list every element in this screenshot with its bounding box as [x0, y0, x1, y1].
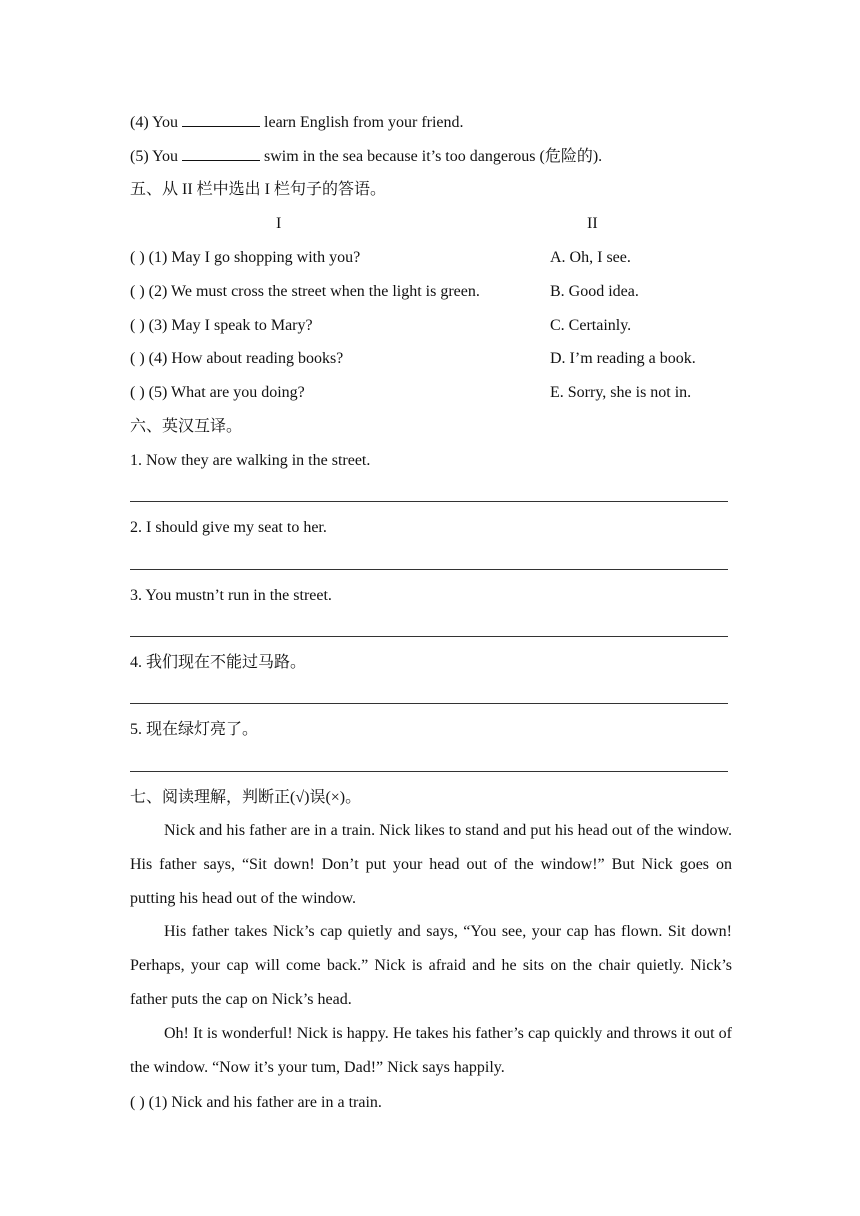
match-answer: E. Sorry, she is not in.: [550, 384, 692, 401]
fill-blank[interactable]: [182, 146, 260, 161]
answer-line[interactable]: [130, 569, 728, 570]
question-4-suffix: learn English from your friend.: [264, 114, 464, 131]
question-5-prefix: (5) You: [130, 148, 179, 165]
match-question: ( ) (4) How about reading books?: [130, 350, 344, 367]
section-5-heading: 五、从 II 栏中选出 I 栏句子的答语。: [130, 181, 386, 198]
fill-blank[interactable]: [182, 112, 260, 127]
match-answer: B. Good idea.: [550, 283, 639, 300]
translation-item: 2. I should give my seat to her.: [130, 519, 327, 536]
match-question: ( ) (1) May I go shopping with you?: [130, 249, 361, 266]
match-question: ( ) (2) We must cross the street when the light is green.: [130, 283, 480, 300]
reading-paragraph: His father takes Nick’s cap quietly and says, “You see, your cap has flown. Sit down! Perhaps, your cap will come back.” Nick is afraid and he sits on the chair quietly. Nick’s father puts the cap on Nick’s head.: [130, 923, 732, 1008]
judge-question: ( ) (1) Nick and his father are in a train.: [130, 1094, 382, 1111]
section-6-heading: 六、英汉互译。: [130, 418, 243, 435]
translation-item: 3. You mustn’t run in the street.: [130, 587, 332, 604]
section-7-heading: 七、阅读理解，判断正(√)误(×)。: [130, 789, 362, 806]
reading-paragraph: Oh! It is wonderful! Nick is happy. He takes his father’s cap quickly and throws it out of the window. “Now it’s your tum, Dad!” Nick says happily.: [130, 1025, 732, 1076]
match-answer: A. Oh, I see.: [550, 249, 631, 266]
match-answer: C. Certainly.: [550, 317, 632, 334]
answer-line[interactable]: [130, 703, 728, 704]
match-answer: D. I’m reading a book.: [550, 350, 696, 367]
match-question: ( ) (3) May I speak to Mary?: [130, 317, 313, 334]
column-ii-header: II: [587, 215, 598, 232]
translation-item: 1. Now they are walking in the street.: [130, 452, 371, 469]
question-5-suffix: swim in the sea because it’s too dangerous (危险的).: [264, 148, 603, 165]
question-4-prefix: (4) You: [130, 114, 179, 131]
column-i-header: I: [276, 215, 282, 232]
question-4: [130, 112, 464, 133]
answer-line[interactable]: [130, 636, 728, 637]
translation-item: 4. 我们现在不能过马路。: [130, 654, 307, 671]
answer-line[interactable]: [130, 501, 728, 502]
question-5: [130, 146, 602, 167]
reading-paragraph: Nick and his father are in a train. Nick likes to stand and put his head out of the window. His father says, “Sit down! Don’t put your head out of the window!” But Nick goes on putting his head out of the window.: [130, 822, 732, 907]
answer-line[interactable]: [130, 771, 728, 772]
match-question: ( ) (5) What are you doing?: [130, 384, 305, 401]
translation-item: 5. 现在绿灯亮了。: [130, 721, 259, 738]
